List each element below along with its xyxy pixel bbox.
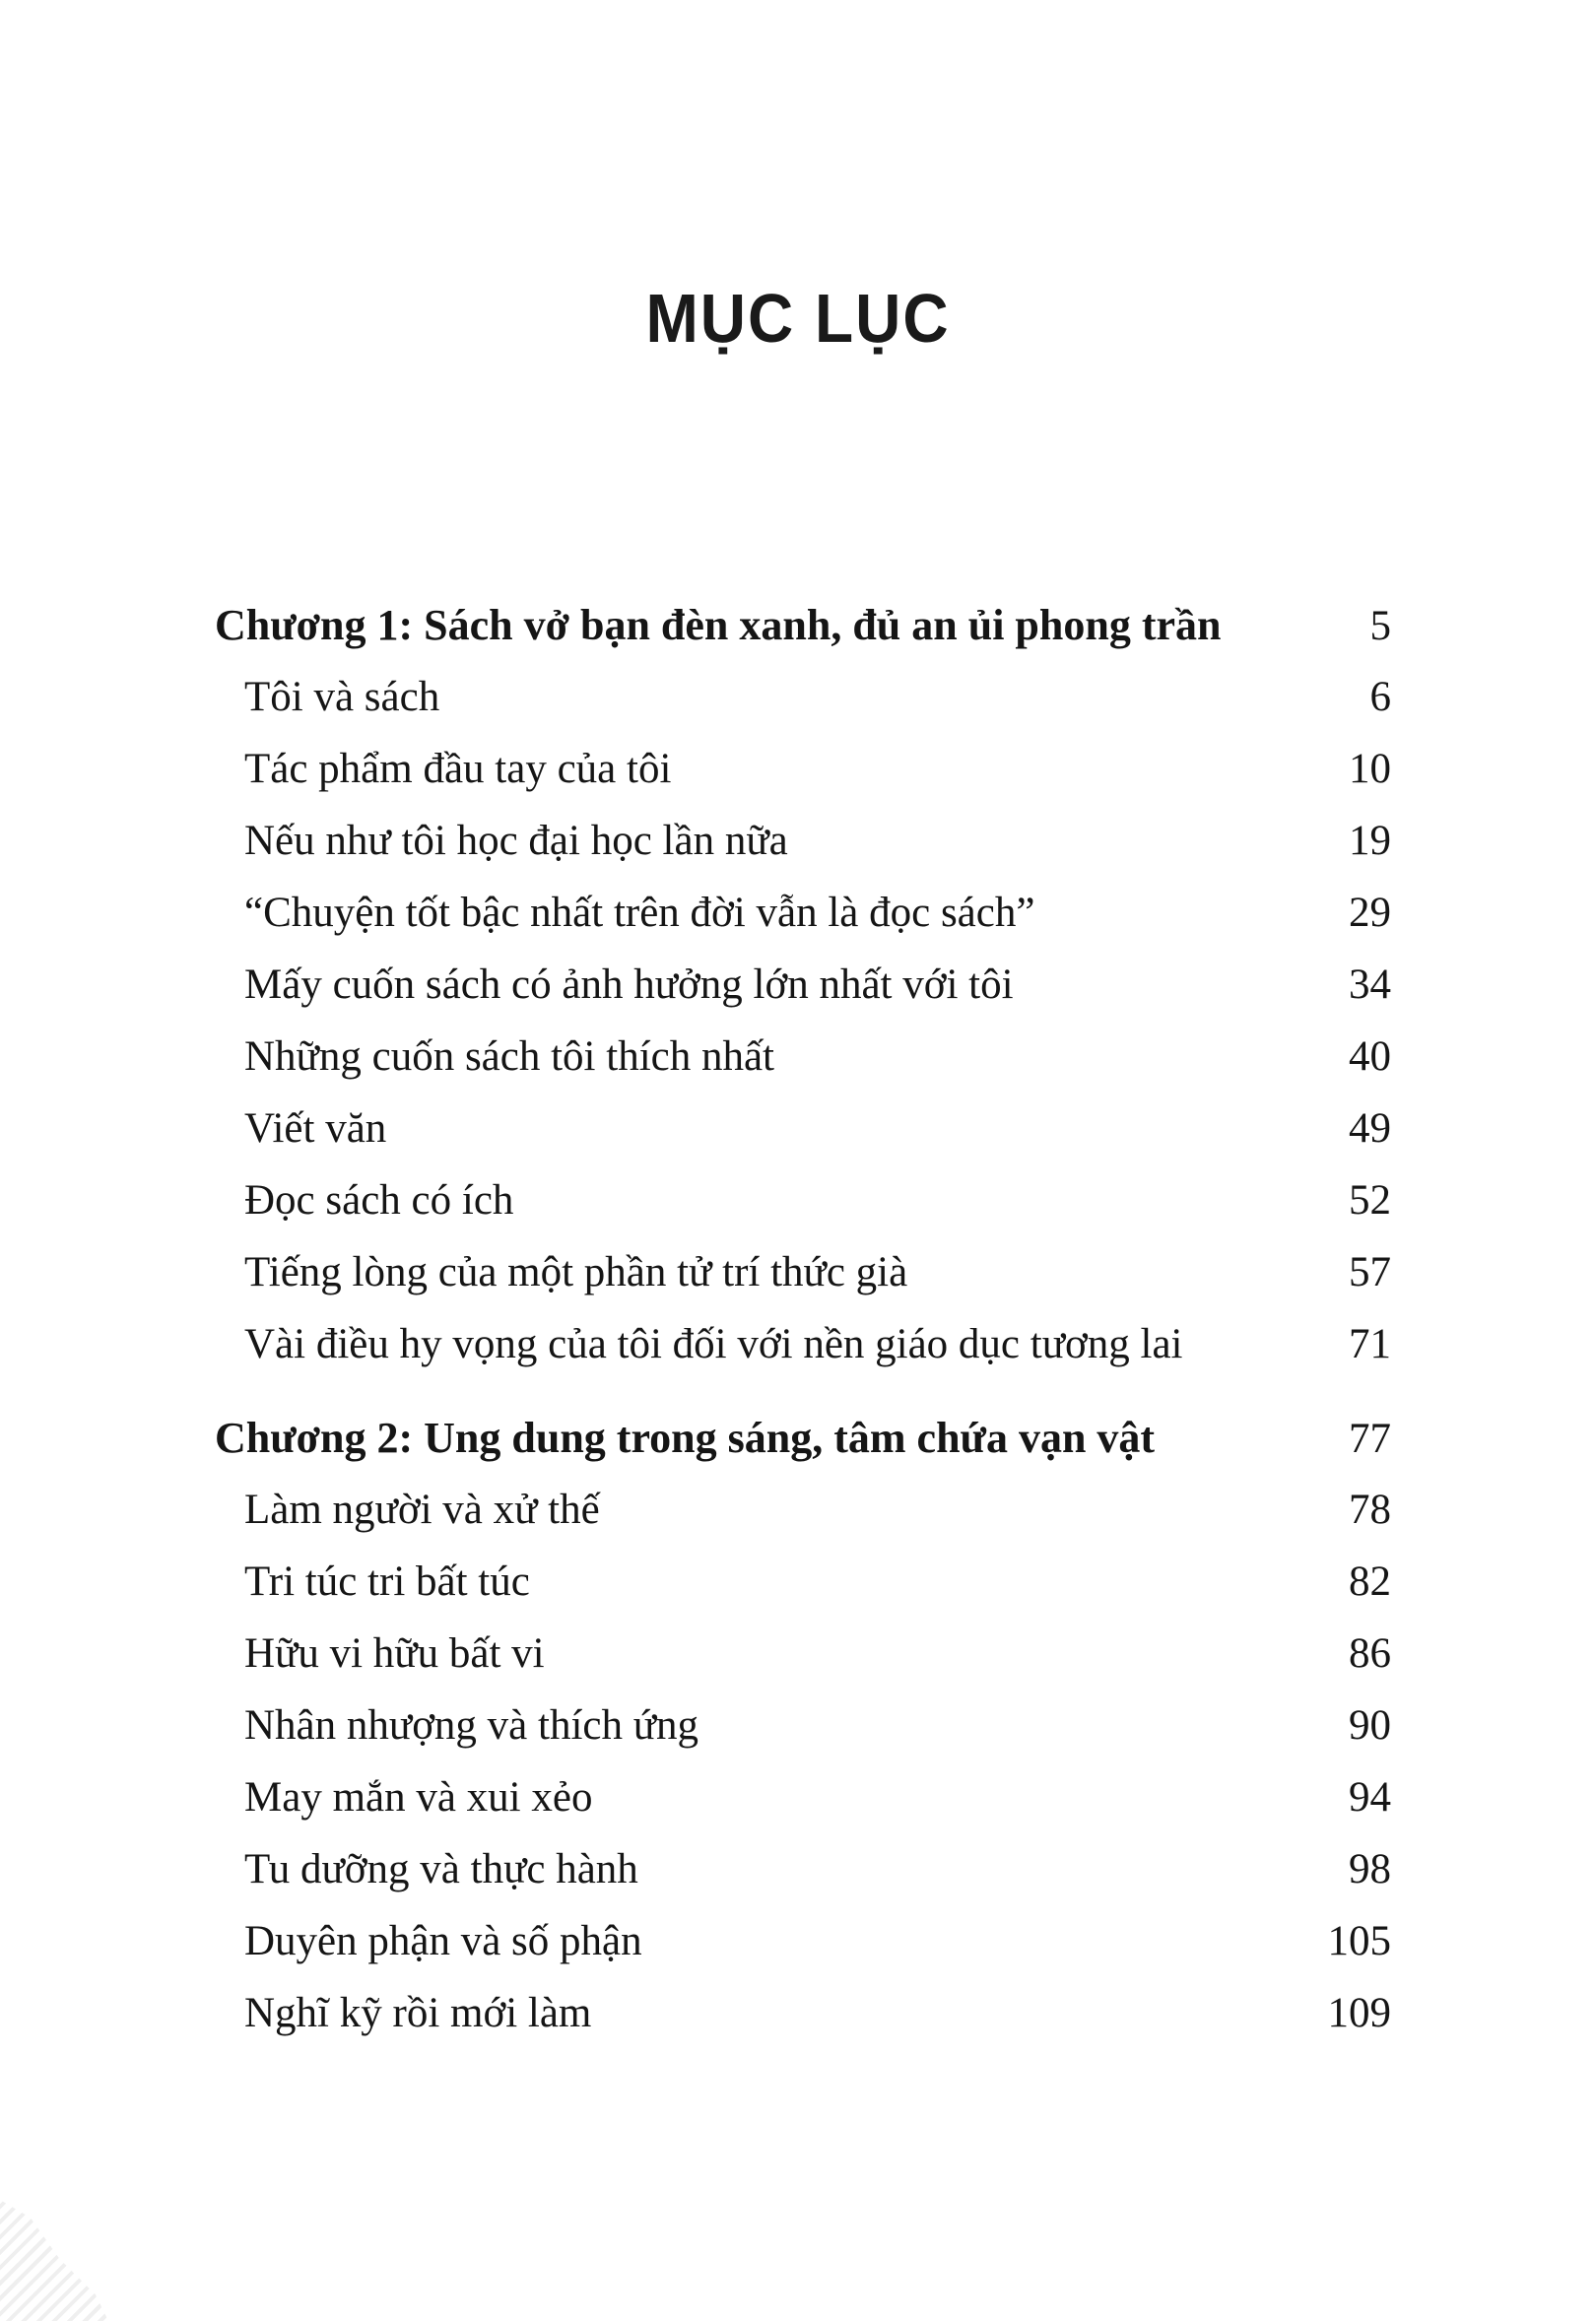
toc-entry-page-number: 19 [1349,818,1391,864]
toc-entry-label: Tri túc tri bất túc [244,1558,530,1605]
toc-entry-label: Viết văn [244,1105,387,1152]
toc-row [215,589,1391,661]
toc-entry-page-number: 94 [1349,1774,1391,1821]
toc-entry-page-number: 90 [1349,1702,1391,1749]
toc-row [215,1546,1391,1618]
toc-entry-page-number: 52 [1349,1177,1391,1224]
toc-row [215,1618,1391,1690]
toc-entry-page-number: 6 [1369,674,1391,720]
toc-entry-label: Hữu vi hữu bất vi [244,1630,545,1677]
toc-entry-page-number: 109 [1327,1990,1391,2036]
toc-entry-label: Chương 1: Sách vở bạn đèn xanh, đủ an ủi phong trần [215,601,1222,649]
toc-entry-page-number: 78 [1349,1487,1391,1533]
toc-row [215,1021,1391,1093]
toc-row [215,877,1391,949]
toc-row [215,805,1391,877]
toc-entry-page-number: 5 [1369,603,1391,649]
toc-entry-label: Tu dưỡng và thực hành [244,1846,638,1892]
toc-entry-label: Làm người và xử thế [244,1487,600,1533]
toc-entry-page-number: 40 [1349,1033,1391,1080]
toc-entry-label: Đọc sách có ích [244,1177,514,1224]
toc-entry-page-number: 34 [1349,962,1391,1008]
toc-row [215,1761,1391,1833]
toc-row [215,1236,1391,1308]
toc-row [215,949,1391,1021]
toc-entry-page-number: 49 [1349,1105,1391,1152]
toc-entry-label: Tiếng lòng của một phần tử trí thức già [244,1249,908,1295]
toc-row [215,661,1391,733]
toc-list [215,589,1391,2049]
toc-entry-page-number: 29 [1349,890,1391,936]
toc-row [215,1474,1391,1546]
toc-entry-label: Mấy cuốn sách có ảnh hưởng lớn nhất với tôi [244,962,1014,1008]
toc-entry-label: Nhân nhượng và thích ứng [244,1702,699,1749]
toc-entry-label: Những cuốn sách tôi thích nhất [244,1033,775,1080]
toc-entry-label: Nghĩ kỹ rồi mới làm [244,1990,592,2036]
toc-entry-page-number: 77 [1349,1416,1391,1462]
toc-entry-page-number: 86 [1349,1630,1391,1677]
toc-entry-label: Chương 2: Ung dung trong sáng, tâm chứa vạn vật [215,1414,1156,1462]
toc-entry-label: Tác phẩm đầu tay của tôi [244,746,672,792]
toc-entry-label: May mắn và xui xẻo [244,1774,593,1821]
toc-entry-page-number: 98 [1349,1846,1391,1892]
page-title: MỤC LỤC [645,280,951,357]
toc-row [215,1690,1391,1761]
toc-row [215,1308,1391,1380]
toc-row [215,1905,1391,1977]
toc-entry-label: Nếu như tôi học đại học lần nữa [244,818,788,864]
toc-row [215,1977,1391,2049]
toc-entry-label: “Chuyện tốt bậc nhất trên đời vẫn là đọc sách” [244,890,1035,936]
toc-entry-page-number: 82 [1349,1558,1391,1605]
toc-row [215,1833,1391,1905]
toc-entry-page-number: 71 [1349,1321,1391,1367]
toc-entry-page-number: 105 [1327,1918,1391,1964]
toc-entry-page-number: 10 [1349,746,1391,792]
toc-entry-label: Duyên phận và số phận [244,1918,642,1964]
toc-row [215,1093,1391,1164]
toc-row [215,733,1391,805]
toc-entry-page-number: 57 [1349,1249,1391,1295]
toc-row [215,1164,1391,1236]
toc-row [215,1402,1391,1474]
scan-artifact [0,2173,108,2321]
toc-entry-label: Vài điều hy vọng của tôi đối với nền giáo dục tương lai [244,1321,1183,1367]
toc-entry-label: Tôi và sách [244,674,440,720]
